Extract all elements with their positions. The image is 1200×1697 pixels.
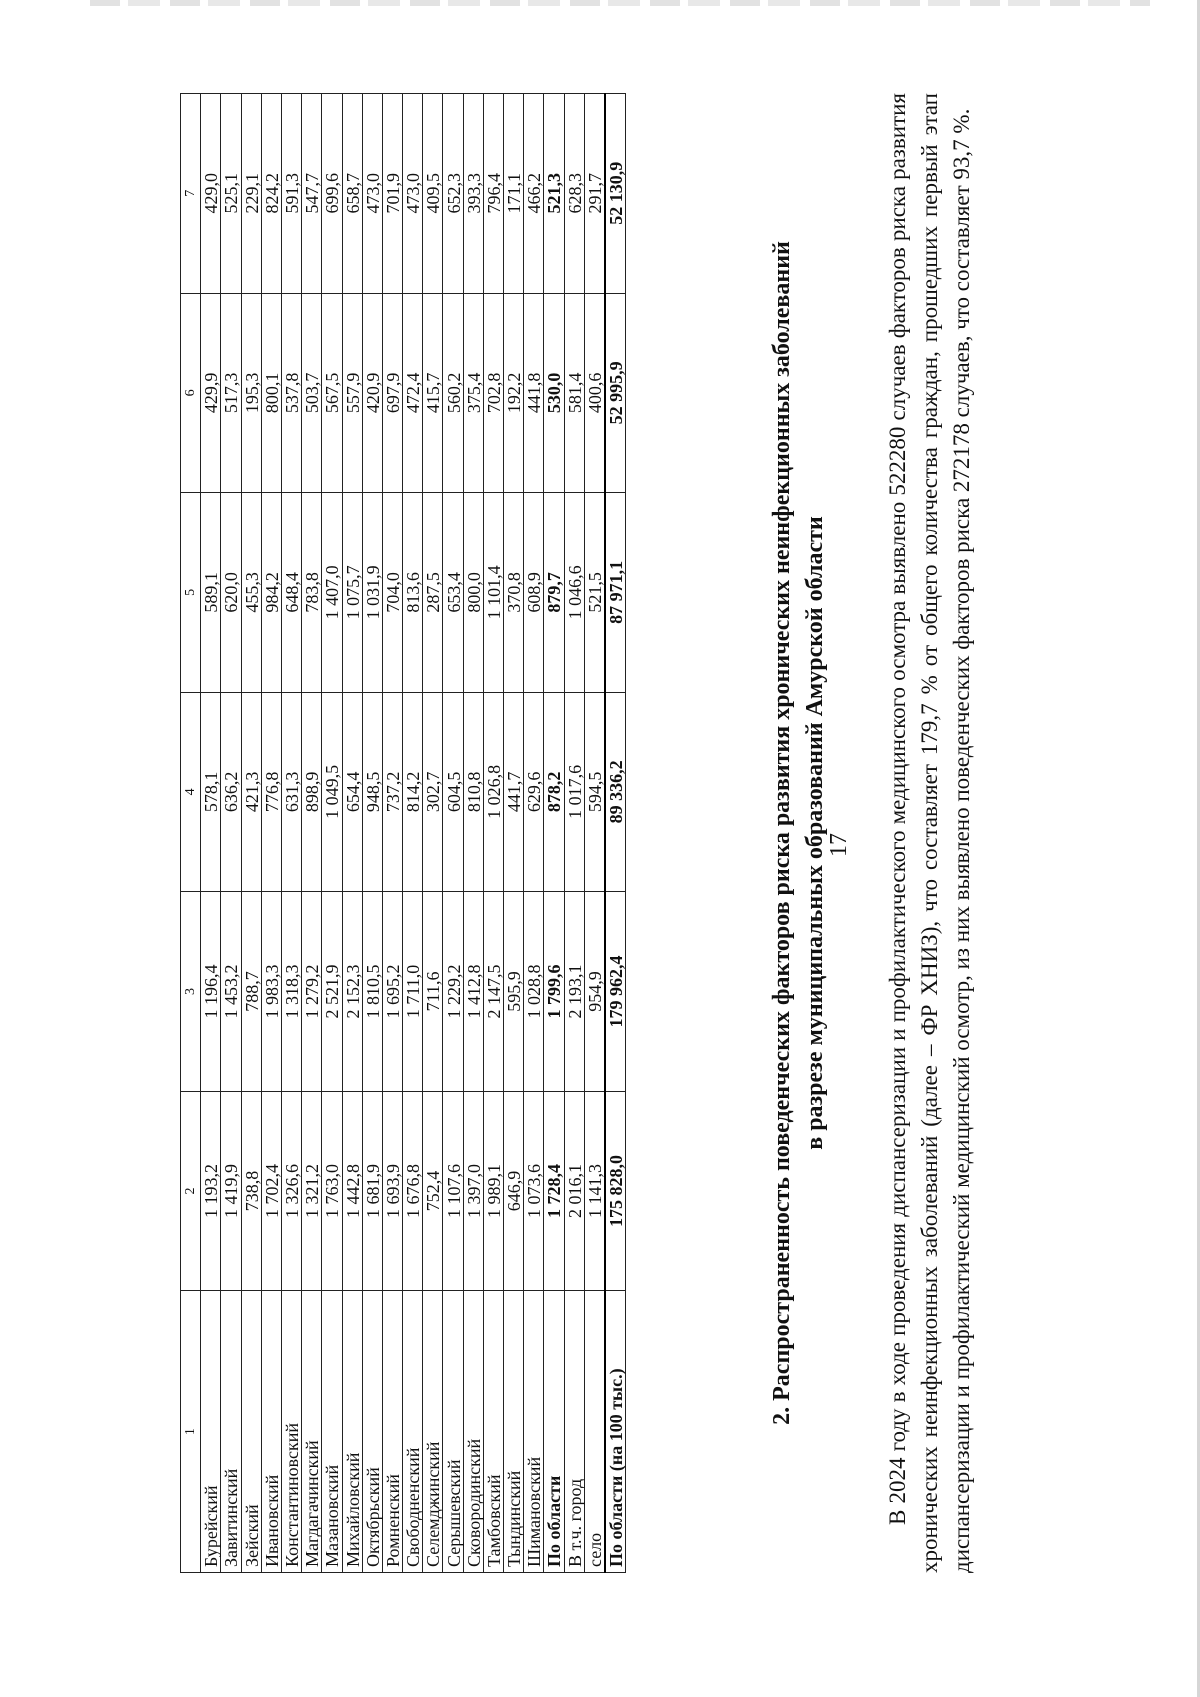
table-cell: 898,9 — [302, 692, 322, 892]
table-cell: 1 026,8 — [483, 692, 503, 892]
table-cell: 557,9 — [342, 293, 362, 493]
table-row — [241, 94, 261, 1573]
table-cell: 783,8 — [302, 493, 322, 693]
row-label: Свободненский — [403, 1291, 423, 1573]
table-cell: 302,7 — [423, 692, 443, 892]
table-cell: 530,0 — [544, 293, 564, 493]
table-cell: 521,3 — [544, 94, 564, 294]
table-cell: 1 681,9 — [362, 1091, 382, 1291]
row-label: Ивановский — [261, 1291, 281, 1573]
row-label: Серышевский — [443, 1291, 463, 1573]
column-header: 6 — [181, 293, 201, 493]
table-row — [584, 94, 605, 1573]
row-label: Константиновский — [281, 1291, 301, 1573]
row-label: В т.ч. город — [564, 1291, 584, 1573]
table-cell: 796,4 — [483, 94, 503, 294]
table-cell: 1 419,9 — [221, 1091, 241, 1291]
table-cell: 628,3 — [564, 94, 584, 294]
row-label: Сковородинский — [463, 1291, 483, 1573]
table-cell: 629,6 — [524, 692, 544, 892]
table-cell: 1 028,8 — [524, 892, 544, 1092]
table-cell: 1 031,9 — [362, 493, 382, 693]
table-cell: 525,1 — [221, 94, 241, 294]
table-cell: 1 075,7 — [342, 493, 362, 693]
table-cell: 591,3 — [281, 94, 301, 294]
table-row — [342, 94, 362, 1573]
table-cell: 654,4 — [342, 692, 362, 892]
table-cell: 2 152,3 — [342, 892, 362, 1092]
table-cell: 658,7 — [342, 94, 362, 294]
table-cell: 704,0 — [382, 493, 402, 693]
table-cell: 1 101,4 — [483, 493, 503, 693]
table-row — [302, 94, 322, 1573]
table-row — [524, 94, 544, 1573]
section-heading-line-1: 2. Распространенность поведенческих факторов риска развития хронических неинфекционных заболеваний — [769, 241, 795, 1425]
table-cell: 1 412,8 — [463, 892, 483, 1092]
table-row — [281, 94, 301, 1573]
row-label: По области — [544, 1291, 564, 1573]
table-cell: 636,2 — [221, 692, 241, 892]
table-row — [261, 94, 281, 1573]
table-cell: 472,4 — [403, 293, 423, 493]
table-cell: 1 141,3 — [584, 1091, 605, 1291]
row-label: Михайловский — [342, 1291, 362, 1573]
table-cell: 1 046,6 — [564, 493, 584, 693]
table-cell: 1 989,1 — [483, 1091, 503, 1291]
table-header-row — [181, 94, 201, 1573]
row-label: Мазановский — [322, 1291, 342, 1573]
row-label: Бурейский — [201, 1291, 221, 1573]
table-cell: 594,5 — [584, 692, 605, 892]
table-cell: 1 695,2 — [382, 892, 402, 1092]
table-cell: 1 711,0 — [403, 892, 423, 1092]
table-cell: 878,2 — [544, 692, 564, 892]
table-cell: 1 193,2 — [201, 1091, 221, 1291]
table-row — [382, 94, 402, 1573]
table-cell: 537,8 — [281, 293, 301, 493]
table-row — [201, 94, 221, 1573]
table-cell: 455,3 — [241, 493, 261, 693]
table-cell: 1 799,6 — [544, 892, 564, 1092]
row-label: Тындинский — [504, 1291, 524, 1573]
table-cell: 1 279,2 — [302, 892, 322, 1092]
table-cell: 441,8 — [524, 293, 544, 493]
table-cell: 400,6 — [584, 293, 605, 493]
table-cell: 375,4 — [463, 293, 483, 493]
table-cell: 409,5 — [423, 94, 443, 294]
table-cell: 175 828,0 — [605, 1091, 626, 1291]
table-cell: 1 407,0 — [322, 493, 342, 693]
column-header: 1 — [181, 1291, 201, 1573]
table-cell: 814,2 — [403, 692, 423, 892]
table-cell: 776,8 — [261, 692, 281, 892]
table-cell: 473,0 — [362, 94, 382, 294]
table-cell: 752,4 — [423, 1091, 443, 1291]
table-cell: 429,0 — [201, 94, 221, 294]
table-cell: 291,7 — [584, 94, 605, 294]
table-cell: 1 196,4 — [201, 892, 221, 1092]
table-cell: 578,1 — [201, 692, 221, 892]
table-cell: 608,9 — [524, 493, 544, 693]
column-header: 5 — [181, 493, 201, 693]
table-cell: 1 728,4 — [544, 1091, 564, 1291]
section-heading-line-2: в разрезе муниципальных образований Амурской области — [802, 516, 828, 1150]
table-cell: 1 321,2 — [302, 1091, 322, 1291]
table-cell: 171,1 — [504, 94, 524, 294]
table-cell: 52 995,9 — [605, 293, 626, 493]
table-cell: 984,2 — [261, 493, 281, 693]
table-cell: 52 130,9 — [605, 94, 626, 294]
table-cell: 954,9 — [584, 892, 605, 1092]
table-cell: 701,9 — [382, 94, 402, 294]
row-label: По области (на 100 тыс.) — [605, 1291, 626, 1573]
table-cell: 1 229,2 — [443, 892, 463, 1092]
table-cell: 1 107,6 — [443, 1091, 463, 1291]
table-row — [362, 94, 382, 1573]
table-cell: 1 017,6 — [564, 692, 584, 892]
table-cell: 2 193,1 — [564, 892, 584, 1092]
table-cell: 788,7 — [241, 892, 261, 1092]
table-row — [564, 94, 584, 1573]
table-cell: 517,3 — [221, 293, 241, 493]
table-cell: 1 318,3 — [281, 892, 301, 1092]
table-body — [201, 94, 626, 1573]
table-cell: 420,9 — [362, 293, 382, 493]
table-cell: 800,0 — [463, 493, 483, 693]
table-cell: 2 147,5 — [483, 892, 503, 1092]
table-cell: 1 049,5 — [322, 692, 342, 892]
table-cell: 948,5 — [362, 692, 382, 892]
table-cell: 473,0 — [403, 94, 423, 294]
table-cell: 738,8 — [241, 1091, 261, 1291]
table-cell: 711,6 — [423, 892, 443, 1092]
table-cell: 824,2 — [261, 94, 281, 294]
table-cell: 192,2 — [504, 293, 524, 493]
table-cell: 1 442,8 — [342, 1091, 362, 1291]
table-cell: 2 521,9 — [322, 892, 342, 1092]
page-number: 17 — [826, 833, 852, 857]
column-header: 3 — [181, 892, 201, 1092]
body-paragraph — [882, 93, 978, 1573]
table-cell: 229,1 — [241, 94, 261, 294]
column-header: 2 — [181, 1091, 201, 1291]
row-label: Шимановский — [524, 1291, 544, 1573]
table-row — [221, 94, 241, 1573]
row-label: Октябрьский — [362, 1291, 382, 1573]
table-cell: 1 702,4 — [261, 1091, 281, 1291]
table-cell: 429,9 — [201, 293, 221, 493]
table-cell: 595,9 — [504, 892, 524, 1092]
column-header: 4 — [181, 692, 201, 892]
table-cell: 620,0 — [221, 493, 241, 693]
table-cell: 287,5 — [423, 493, 443, 693]
table-cell: 702,8 — [483, 293, 503, 493]
table-cell: 421,3 — [241, 692, 261, 892]
table-cell: 1 810,5 — [362, 892, 382, 1092]
table-cell: 521,5 — [584, 493, 605, 693]
column-header: 7 — [181, 94, 201, 294]
table-cell: 810,8 — [463, 692, 483, 892]
table-cell: 653,4 — [443, 493, 463, 693]
table-cell: 652,3 — [443, 94, 463, 294]
table-cell: 581,4 — [564, 293, 584, 493]
table-cell: 560,2 — [443, 293, 463, 493]
table-cell: 89 336,2 — [605, 692, 626, 892]
table-cell: 2 016,1 — [564, 1091, 584, 1291]
table-cell: 648,4 — [281, 493, 301, 693]
table-cell: 1 397,0 — [463, 1091, 483, 1291]
table-row — [504, 94, 524, 1573]
table-cell: 646,9 — [504, 1091, 524, 1291]
table-cell: 800,1 — [261, 293, 281, 493]
table-cell: 1 693,9 — [382, 1091, 402, 1291]
table-cell: 699,6 — [322, 94, 342, 294]
statistics-table — [180, 93, 626, 1573]
table-cell: 567,5 — [322, 293, 342, 493]
row-label: Магдагачинский — [302, 1291, 322, 1573]
table-cell: 195,3 — [241, 293, 261, 493]
table-row — [483, 94, 503, 1573]
table-cell: 466,2 — [524, 94, 544, 294]
table-cell: 179 962,4 — [605, 892, 626, 1092]
row-label: Зейский — [241, 1291, 261, 1573]
section-heading — [766, 93, 832, 1573]
table-cell: 1 453,2 — [221, 892, 241, 1092]
table-cell: 737,2 — [382, 692, 402, 892]
row-label: село — [584, 1291, 605, 1573]
table-cell: 879,7 — [544, 493, 564, 693]
paragraph-text: В 2024 году в ходе проведения диспансеризации и профилактического медицинского осмотра выявлено 522280 случаев факторов риска развития хронических неинфекционных заболеваний (далее – ФР ХНИЗ), что составляет 179,7 % от общего количества граждан, прошедших первый этап диспансеризации и профилактический медицинский осмотр, из них выявлено поведенческих факторов риска 272178 случаев, что составляет 93,7 %. — [885, 93, 974, 1573]
table-cell: 1 326,6 — [281, 1091, 301, 1291]
table-row — [544, 94, 564, 1573]
table-cell: 370,8 — [504, 493, 524, 693]
table-cell: 1 763,0 — [322, 1091, 342, 1291]
table-row — [322, 94, 342, 1573]
table-cell: 697,9 — [382, 293, 402, 493]
table-row — [605, 94, 626, 1573]
table-cell: 415,7 — [423, 293, 443, 493]
table-row — [463, 94, 483, 1573]
row-label: Завитинский — [221, 1291, 241, 1573]
table-row — [443, 94, 463, 1573]
table-cell: 1 073,6 — [524, 1091, 544, 1291]
table-cell: 441,7 — [504, 692, 524, 892]
table-cell: 813,6 — [403, 493, 423, 693]
table-cell: 87 971,1 — [605, 493, 626, 693]
table-cell: 589,1 — [201, 493, 221, 693]
row-label: Селемджинский — [423, 1291, 443, 1573]
table-cell: 1 676,8 — [403, 1091, 423, 1291]
table-cell: 1 983,3 — [261, 892, 281, 1092]
table-cell: 631,3 — [281, 692, 301, 892]
table-cell: 604,5 — [443, 692, 463, 892]
table-cell: 503,7 — [302, 293, 322, 493]
table-row — [403, 94, 423, 1573]
table-cell: 393,3 — [463, 94, 483, 294]
row-label: Ромненский — [382, 1291, 402, 1573]
table-cell: 547,7 — [302, 94, 322, 294]
table-row — [423, 94, 443, 1573]
row-label: Тамбовский — [483, 1291, 503, 1573]
